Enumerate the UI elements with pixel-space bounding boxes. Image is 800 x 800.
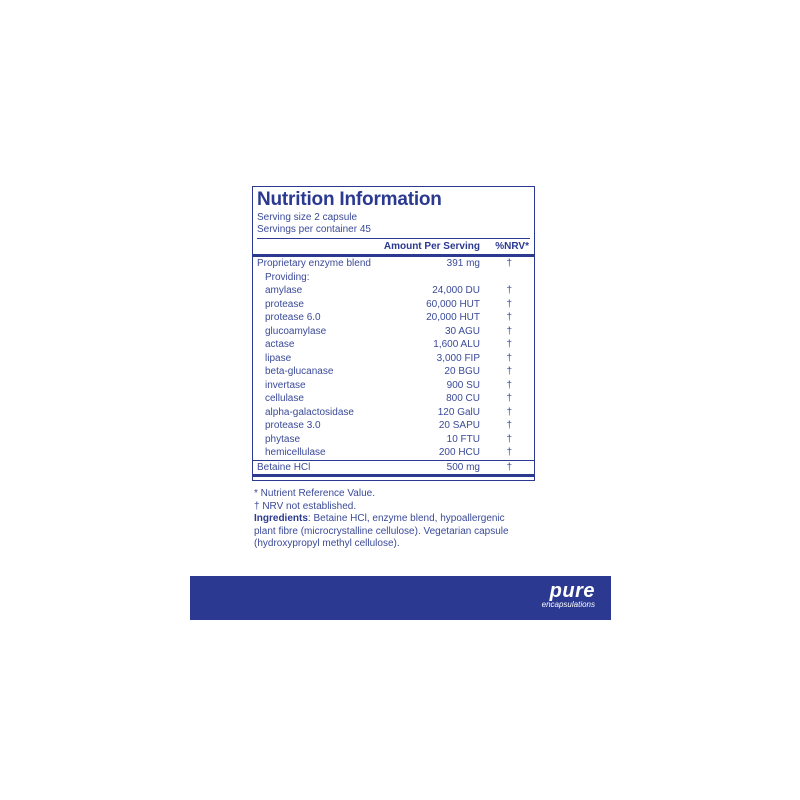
nutrient-row [257,257,530,271]
nutrient-name: Proprietary enzyme blend [257,258,371,269]
brand-subtitle: encapsulations [541,600,595,609]
nutrient-name: actase [265,339,295,350]
panel-title: Nutrition Information [257,189,442,210]
nutrient-row [257,352,530,366]
bottom-rule [253,474,534,477]
nutrient-row [257,433,530,447]
dagger-footnote: † NRV not established. [254,500,357,512]
nutrient-amount: 1,600 ALU [433,339,480,350]
nutrient-nrv: † [506,258,512,269]
nutrient-name: Betaine HCl [257,461,311,473]
nutrient-nrv: † [506,298,512,310]
nutrient-name: hemicellulase [265,447,326,458]
nutrient-name: protease 3.0 [265,420,321,431]
nutrient-row [257,284,530,298]
nutrient-row [257,325,530,339]
nutrient-name: cellulase [265,393,304,404]
nutrient-nrv: † [506,433,512,445]
nutrient-name: protease [265,298,304,310]
nutrient-amount: 60,000 HUT [426,298,480,310]
nutrient-nrv: † [506,420,512,431]
nutrient-name: beta-glucanase [265,366,334,377]
nutrient-row [257,365,530,379]
nutrient-row [257,392,530,406]
nutrient-amount: 3,000 FIP [436,352,480,364]
nutrient-amount: 10 FTU [446,433,480,445]
ingredients-line-1: : Betaine HCl, enzyme blend, hypoallergenic [307,513,505,524]
nutrient-name: alpha-galactosidase [265,406,354,418]
nutrient-name: phytase [265,433,301,445]
nutrient-amount: 24,000 DU [432,285,480,296]
nutrient-amount: 30 AGU [444,325,480,337]
amount-per-serving-header: Amount Per Serving [383,241,480,252]
nutrient-amount: 391 mg [446,258,480,269]
nutrient-amount: 20,000 HUT [426,312,480,323]
nutrient-nrv: † [506,379,512,391]
brand-banner [190,576,611,620]
nutrient-name: glucoamylase [265,325,327,337]
nutrient-nrv: † [506,339,512,350]
servings-per-container: Servings per container 45 [257,224,371,235]
nutrient-name: protease 6.0 [265,312,321,323]
nutrient-amount: 800 CU [446,393,480,404]
nutrient-amount: 900 SU [446,379,480,391]
nrv-header: %NRV* [495,241,529,252]
serving-size: Serving size 2 capsule [257,212,358,223]
nutrient-row [257,338,530,352]
nutrient-row [257,446,530,460]
nutrition-panel [252,186,535,481]
ingredients-line-2: plant fibre (microcrystalline cellulose). Vegetarian capsule [254,525,509,537]
nrv-footnote: * Nutrient Reference Value. [254,488,375,499]
nutrient-row [257,311,530,325]
nutrient-amount: 200 HCU [438,447,480,458]
brand-wordmark: pure [549,580,595,602]
betaine-row [257,461,530,475]
nutrient-rows [257,257,530,460]
brand-logo [542,582,595,609]
nutrient-name: lipase [265,352,292,364]
nutrient-nrv: † [506,312,512,323]
nutrient-name: invertase [265,379,306,391]
footnotes [254,488,544,551]
nutrient-row [257,419,530,433]
nutrient-nrv: † [506,366,512,377]
nutrient-nrv: † [506,393,512,404]
nutrient-row [257,298,530,312]
nutrient-nrv: † [506,352,512,364]
nutrient-amount: 20 BGU [444,366,480,377]
nutrient-nrv: † [506,325,512,337]
nutrient-amount: 20 SAPU [438,420,480,431]
nutrient-row [257,271,530,285]
column-header [257,238,530,254]
nutrient-nrv: † [506,461,512,473]
nutrient-row [257,379,530,393]
ingredients-label: Ingredients [254,513,308,524]
nutrient-nrv: † [506,447,512,458]
nutrient-name: Providing: [265,271,310,283]
nutrient-nrv: † [506,406,512,418]
ingredients-line-3: (hydroxypropyl methyl cellulose). [254,538,400,549]
ingredients-text [254,513,544,526]
nutrient-amount: 500 mg [446,461,480,473]
nutrient-row [257,406,530,420]
nutrient-name: amylase [265,285,303,296]
nutrient-nrv: † [506,285,512,296]
nutrient-amount: 120 GalU [437,406,480,418]
